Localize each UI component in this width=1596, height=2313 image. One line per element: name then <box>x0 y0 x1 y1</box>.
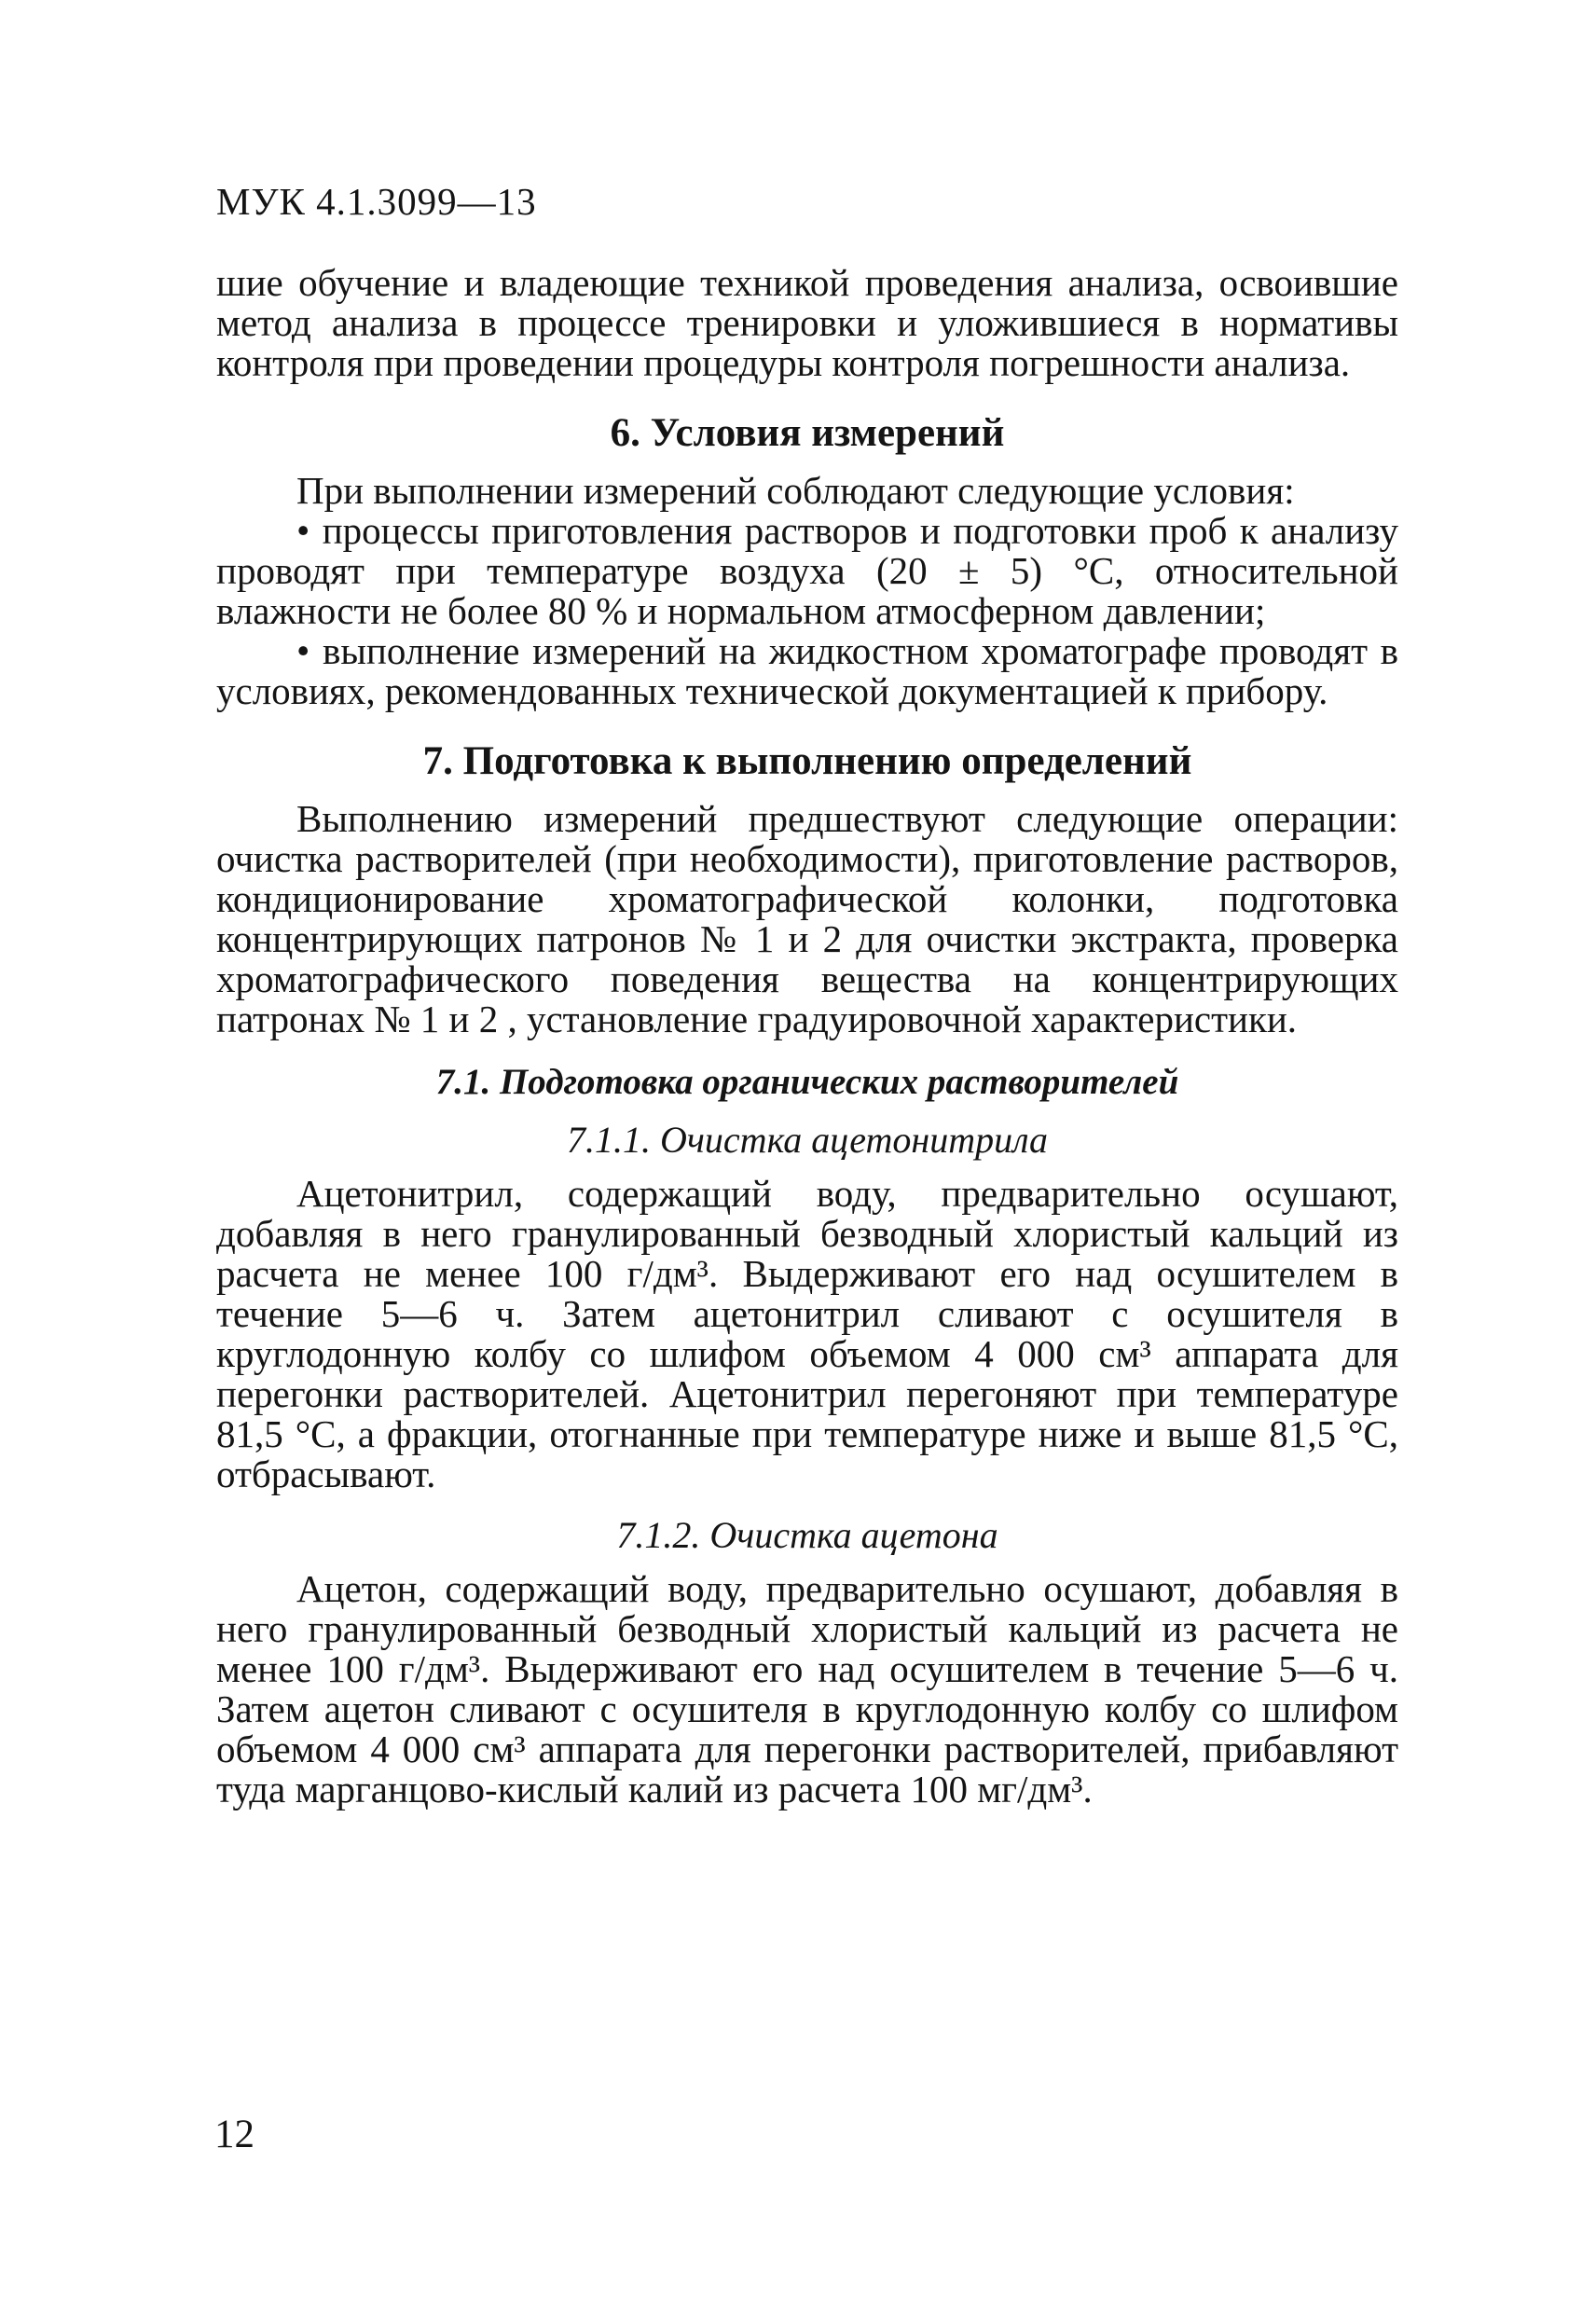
section-7-1-2-heading: 7.1.2. Очистка ацетона <box>616 1514 998 1556</box>
section-6-heading: 6. Условия измерений <box>610 411 1005 455</box>
section-7-1-1-paragraph: Ацетонитрил, содержащий воду, предварительно осушают, добавляя в него гранулированный безводный хлористый кальций из расчета не менее 100 г/дм³. Выдерживают его над осушителем в течение 5—6 ч. Затем ацетонитрил сливают с осушителя в круглодонную колбу со шлифом объемом 4 000 см³ аппарата для перегонки растворителей. Ацетонитрил перегоняют при температуре 81,5 °С, а фракции, отогнанные при температуре ниже и выше 81,5 °С, отбрасывают. <box>216 1172 1398 1495</box>
section-7-1-1-heading: 7.1.1. Очистка ацетонитрила <box>566 1119 1049 1161</box>
page-content <box>216 263 1398 1810</box>
section-6-bullet-1: • процессы приготовления растворов и подготовки проб к анализу проводят при температуре воздуха (20 ± 5) °С, относительной влажности не более 80 % и нормальном атмосферном давлении; <box>216 509 1398 632</box>
intro-paragraph: шие обучение и владеющие техникой проведения анализа, освоившие метод анализа в процессе тренировки и уложившиеся в нормативы контроля при проведении процедуры контроля погрешности анализа. <box>216 261 1398 384</box>
section-7-paragraph: Выполнению измерений предшествуют следующие операции: очистка растворителей (при необходимости), приготовление растворов, кондиционирование хроматографической колонки, подготовка концентрирующих патронов № 1 и 2 для очистки экстракта, проверка хроматографического поведения вещества на концентрирующих патронах № 1 и 2 , установление градуировочной характеристики. <box>216 797 1398 1040</box>
section-7-1-2-paragraph: Ацетон, содержащий воду, предварительно осушают, добавляя в него гранулированный безводный хлористый кальций из расчета не менее 100 г/дм³. Выдерживают его над осушителем в течение 5—6 ч. Затем ацетон сливают с осушителя в круглодонную колбу со шлифом объемом 4 000 см³ аппарата для перегонки растворителей, прибавляют туда марганцово-кислый калий из расчета 100 мг/дм³. <box>216 1567 1398 1810</box>
section-6-bullet-2: • выполнение измерений на жидкостном хроматографе проводят в условиях, рекомендованных технической документацией к прибору. <box>216 629 1398 712</box>
section-6-lead: При выполнении измерений соблюдают следующие условия: <box>296 469 1295 512</box>
section-7-heading: 7. Подготовка к выполнению определений <box>422 739 1192 783</box>
document-code-header: МУК 4.1.3099—13 <box>216 180 537 223</box>
section-7-1-heading: 7.1. Подготовка органических растворителей <box>435 1062 1179 1102</box>
page-number: 12 <box>214 2113 255 2156</box>
